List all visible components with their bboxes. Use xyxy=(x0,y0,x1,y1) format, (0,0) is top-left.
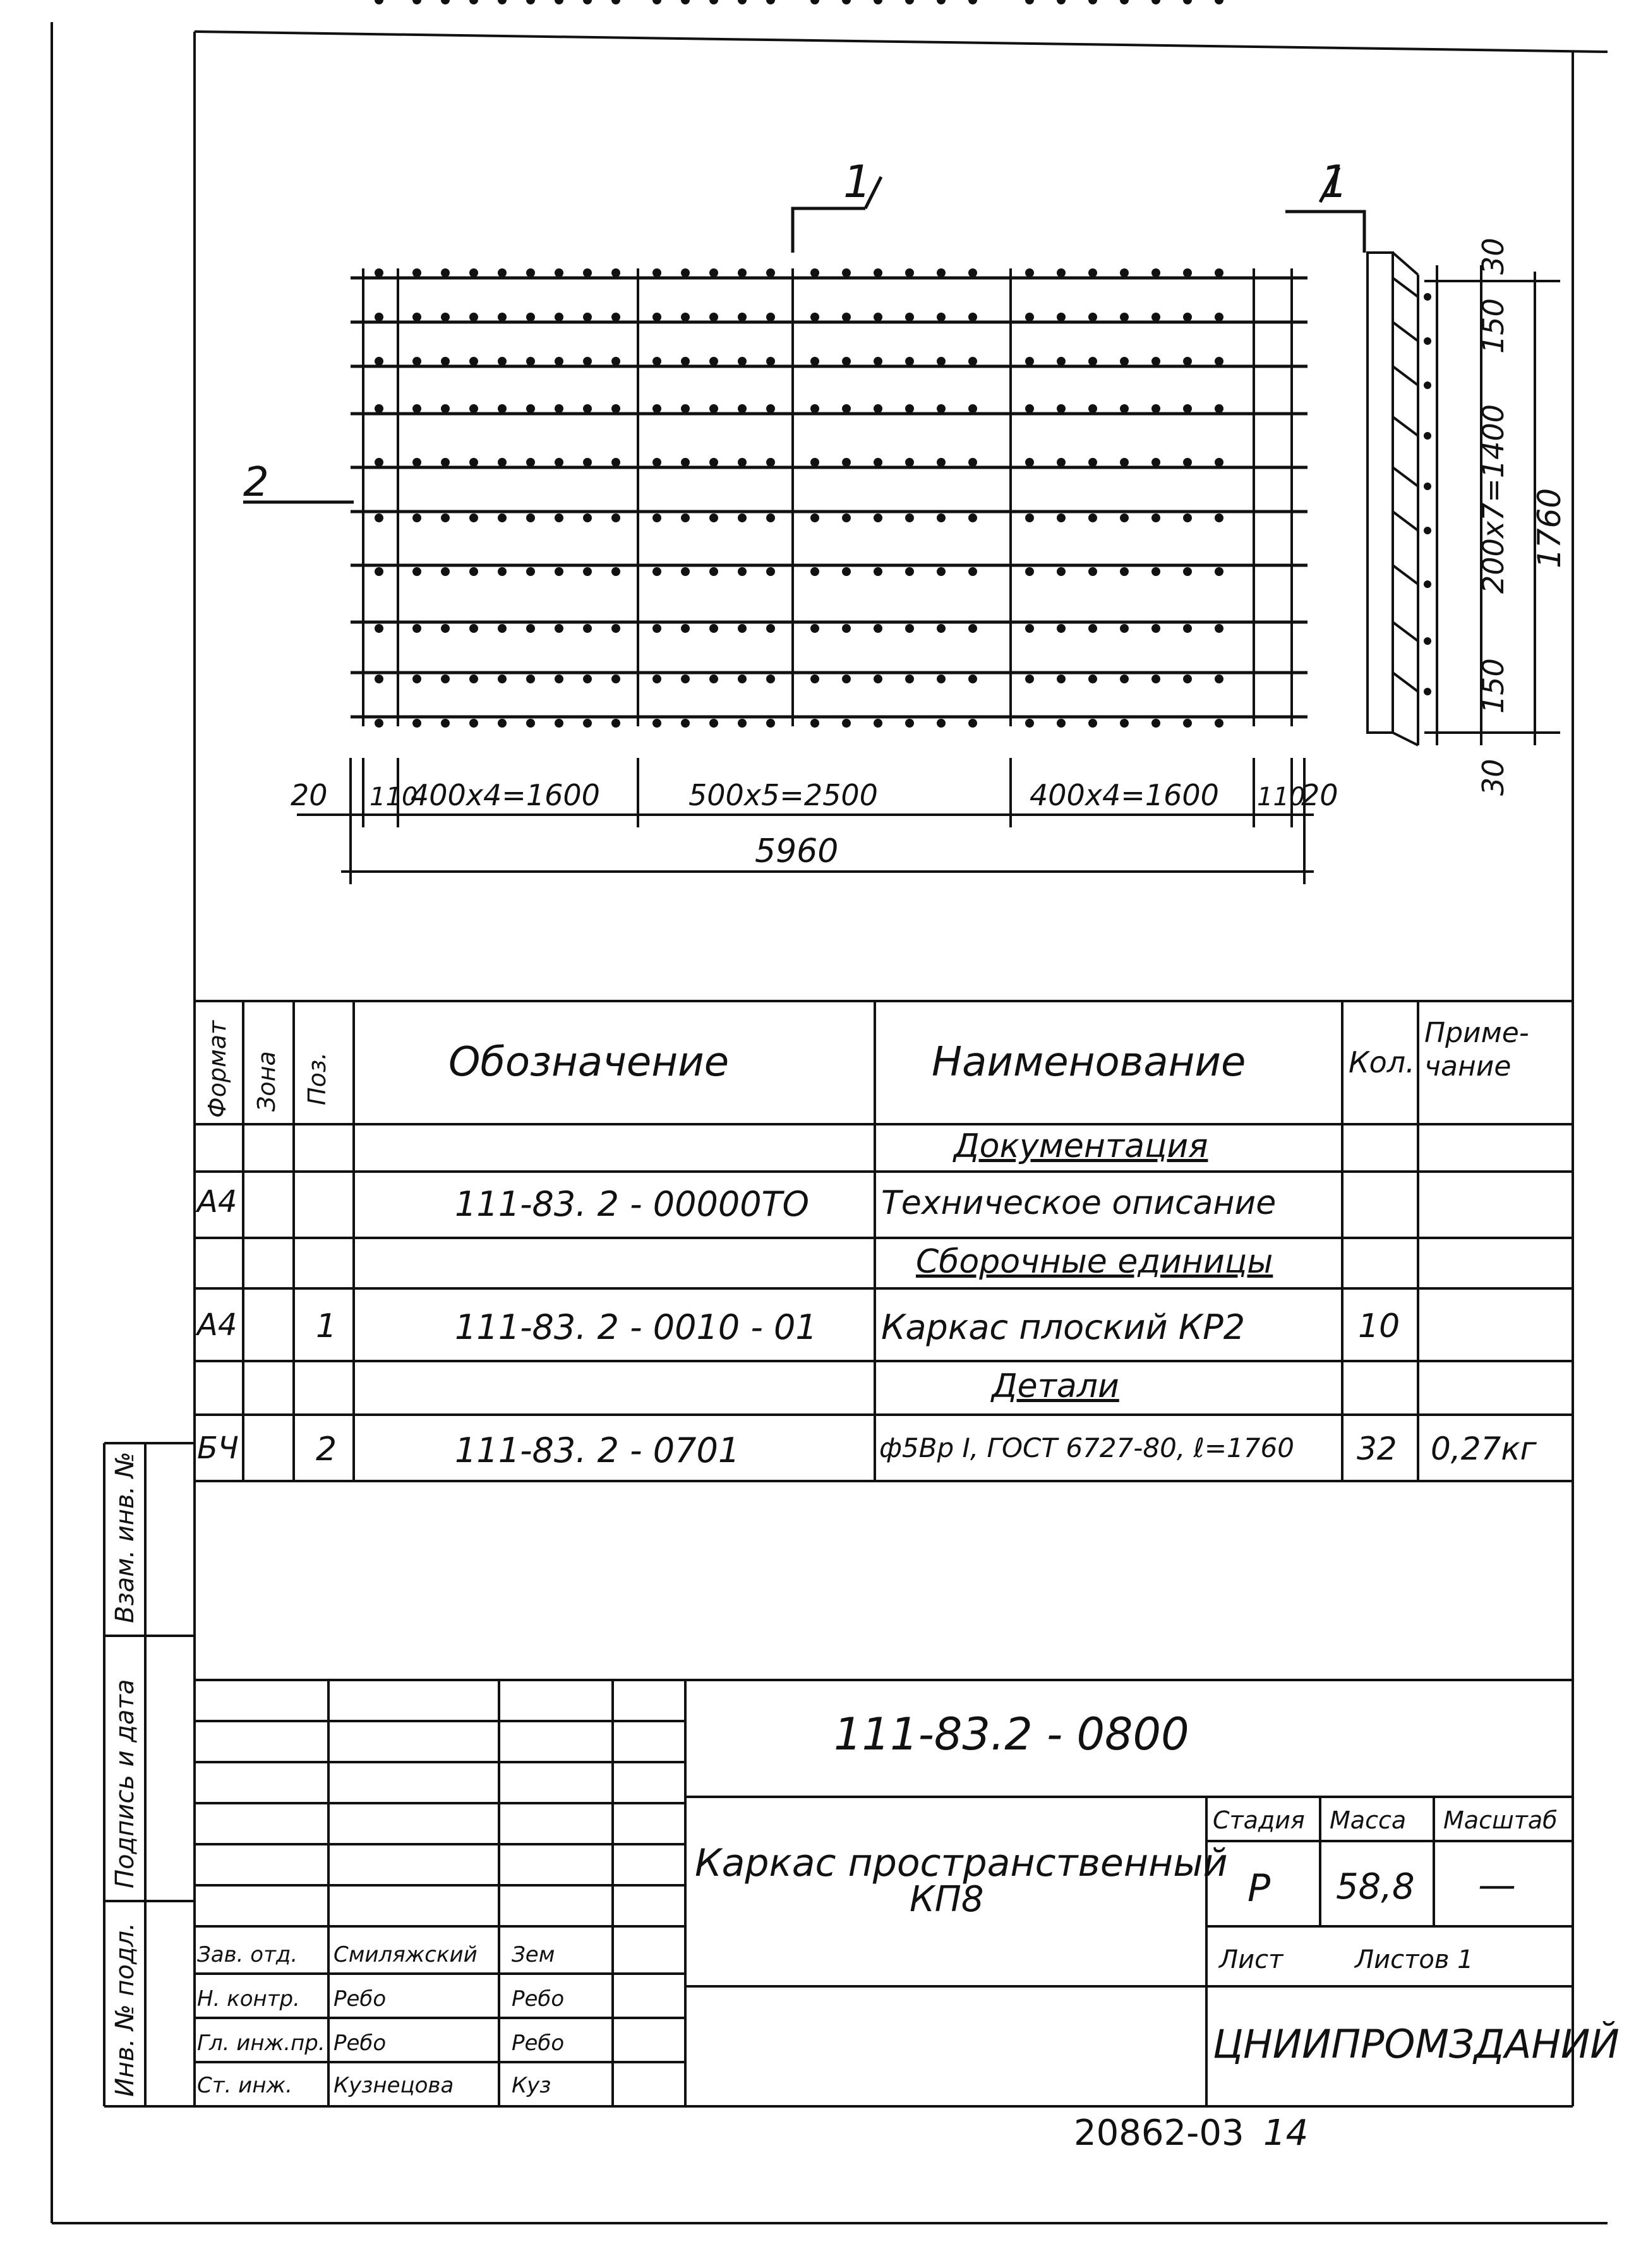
row-name: Каркас плоский КР2 xyxy=(881,1307,1246,1347)
row-note: 0,27кг xyxy=(1431,1431,1537,1467)
row-format: БЧ xyxy=(197,1431,239,1466)
section-marker-left: 1 xyxy=(843,156,872,208)
title-line1: Каркас пространственный xyxy=(695,1841,1228,1885)
sign-name: Ребо xyxy=(334,1986,387,2012)
organization: ЦНИИПРОМЗДАНИЙ xyxy=(1213,2021,1620,2067)
header-note: Приме- чание xyxy=(1424,1017,1529,1083)
row-designation: 111-83. 2 - 0701 xyxy=(455,1431,740,1470)
dim-v-top-30: 30 xyxy=(1476,237,1510,275)
dim-h-110-right: 110 xyxy=(1257,783,1306,812)
dim-h-2500: 500x5=2500 xyxy=(688,778,878,812)
dim-total: 5960 xyxy=(755,832,839,870)
sign-role: Зав. отд. xyxy=(197,1942,298,1967)
header-format: Формат xyxy=(203,1020,231,1118)
scale-value: — xyxy=(1478,1863,1516,1907)
header-designation: Обозначение xyxy=(448,1039,730,1086)
stamp-replaced-inv: Взам. инв. № xyxy=(111,1451,140,1623)
dim-v-top-150: 150 xyxy=(1476,298,1510,354)
sign-name: Смиляжский xyxy=(334,1942,478,1967)
dim-v-bottom-30: 30 xyxy=(1476,759,1510,796)
row-designation: 111-83. 2 - 00000ТО xyxy=(455,1184,810,1224)
row-designation: 111-83. 2 - 0010 - 01 xyxy=(455,1307,817,1347)
row-qty: 32 xyxy=(1357,1431,1397,1467)
row-name-details: Детали xyxy=(992,1367,1119,1405)
dim-v-total: 1760 xyxy=(1531,488,1568,568)
sign-signature: Куз xyxy=(512,2073,551,2098)
header-qty: Кол. xyxy=(1349,1045,1415,1079)
row-qty: 10 xyxy=(1358,1307,1400,1345)
detail-marker: 2 xyxy=(243,459,269,506)
header-pos: Поз. xyxy=(303,1052,331,1105)
dim-h-1600-left: 400x4=1600 xyxy=(411,778,600,812)
sign-name: Ребо xyxy=(334,2031,387,2056)
sheet-label: Лист xyxy=(1219,1945,1283,1974)
sheets-label: Листов 1 xyxy=(1355,1945,1474,1974)
dim-h-20-left: 20 xyxy=(291,778,328,812)
row-name-assemblies: Сборочные единицы xyxy=(916,1243,1273,1281)
sign-name: Кузнецова xyxy=(334,2073,454,2098)
mass-label: Масса xyxy=(1330,1806,1407,1834)
row-name: ф5Вр I, ГОСТ 6727-80, ℓ=1760 xyxy=(879,1432,1294,1463)
header-name: Наименование xyxy=(932,1039,1246,1086)
row-name-documentation: Документация xyxy=(954,1127,1208,1165)
sign-role: Ст. инж. xyxy=(197,2073,292,2098)
stage-label: Стадия xyxy=(1213,1806,1305,1834)
dim-h-1600-right: 400x4=1600 xyxy=(1030,778,1219,812)
scale-label: Масштаб xyxy=(1443,1806,1558,1834)
title-line2: КП8 xyxy=(910,1879,984,1920)
stamp-original-inv: Инв. № подл. xyxy=(111,1923,140,2097)
section-marker-right: 1 xyxy=(1320,156,1349,208)
archive-number: 20862-03 xyxy=(1074,2113,1244,2154)
row-pos: 2 xyxy=(316,1431,337,1468)
dim-v-bottom-150: 150 xyxy=(1476,658,1510,714)
sign-signature: Ребо xyxy=(512,2031,565,2056)
row-pos: 1 xyxy=(316,1307,337,1345)
row-format: А4 xyxy=(197,1307,237,1343)
row-format: А4 xyxy=(197,1184,237,1220)
mass-value: 58,8 xyxy=(1336,1866,1415,1907)
sign-signature: Ребо xyxy=(512,1986,565,2012)
sign-signature: Зем xyxy=(512,1942,555,1967)
dim-v-mid: 200x7=1400 xyxy=(1476,404,1510,594)
dim-h-20-right: 20 xyxy=(1301,778,1338,812)
sign-role: Н. контр. xyxy=(197,1986,300,2012)
row-name: Техническое описание xyxy=(881,1184,1277,1222)
stamp-signature-date: Подпись и дата xyxy=(111,1679,140,1888)
document-code: 111-83.2 - 0800 xyxy=(834,1708,1189,1760)
stage-value: Р xyxy=(1247,1866,1271,1911)
dim-h-110-left: 110 xyxy=(370,783,418,812)
header-zone: Зона xyxy=(253,1051,280,1112)
page-number: 14 xyxy=(1263,2113,1309,2154)
sign-role: Гл. инж.пр. xyxy=(197,2031,325,2056)
